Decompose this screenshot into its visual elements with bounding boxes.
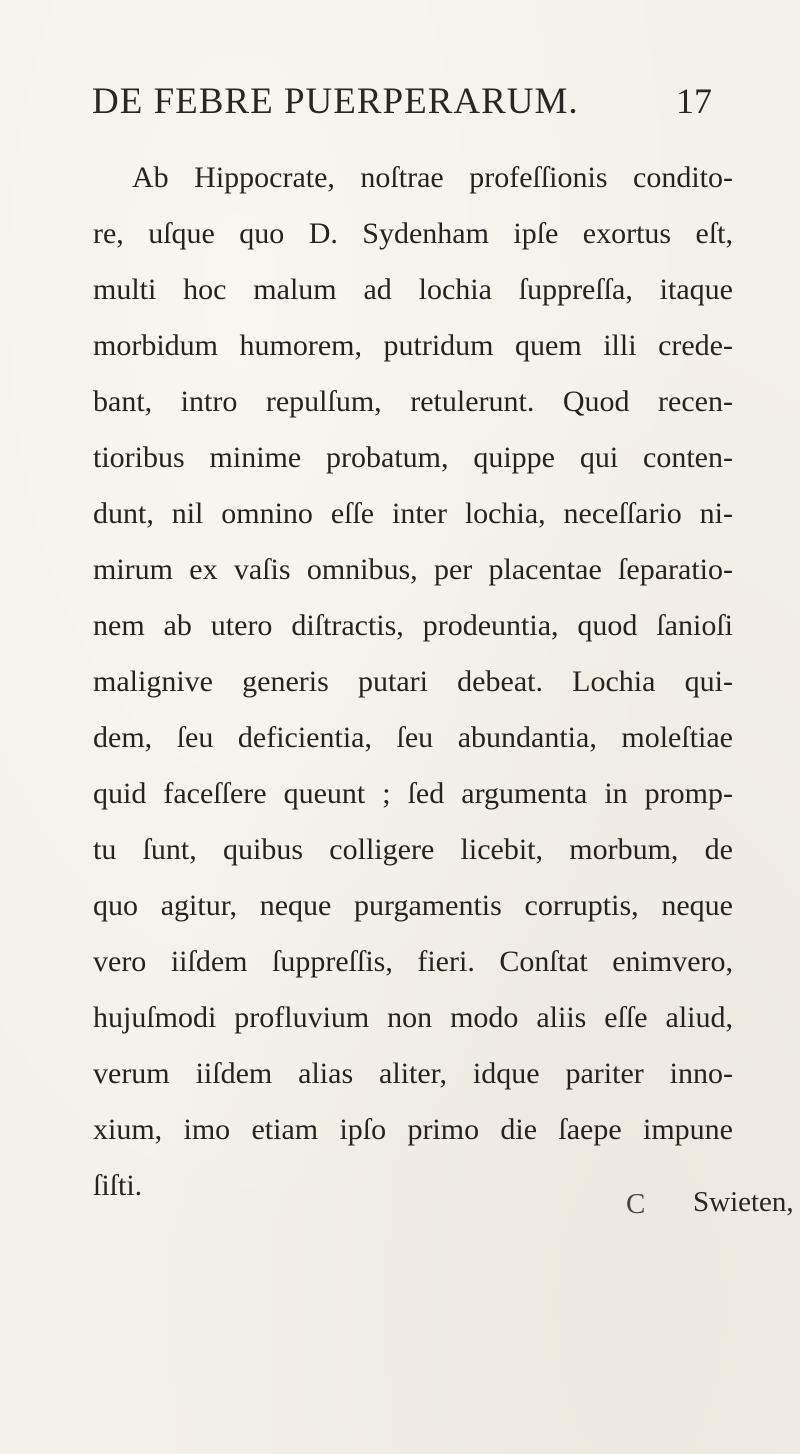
text-line: verum iiſdem alias aliter, idque pariter inno-	[93, 1057, 733, 1090]
text-line: dem, ſeu deficientia, ſeu abundantia, moleſtiae	[93, 721, 733, 754]
text-line: re, uſque quo D. Sydenham ipſe exortus eſt,	[93, 217, 733, 250]
running-head	[92, 80, 712, 124]
text-line: xium, imo etiam ipſo primo die ſaepe impune	[93, 1113, 733, 1146]
text-line: mirum ex vaſis omnibus, per placentae ſeparatio-	[93, 553, 733, 586]
paragraph	[93, 150, 733, 1214]
text-line: bant, intro repulſum, retulerunt. Quod recen-	[93, 385, 733, 418]
text-line: tioribus minime probatum, quippe qui conten-	[93, 441, 733, 474]
text-line: vero iiſdem ſuppreſſis, fieri. Conſtat enimvero,	[93, 945, 733, 978]
signature-mark: C	[626, 1188, 646, 1220]
text-line: dunt, nil omnino eſſe inter lochia, neceſſario ni-	[93, 497, 733, 530]
catchword: Swieten,	[693, 1186, 794, 1218]
text-line: hujuſmodi profluvium non modo aliis eſſe aliud,	[93, 1001, 733, 1034]
text-line: tu ſunt, quibus colligere licebit, morbum, de	[93, 833, 733, 866]
text-line: malignive generis putari debeat. Lochia qui-	[93, 665, 733, 698]
running-title: DE FEBRE PUERPERARUM.	[92, 81, 579, 122]
text-line: nem ab utero diſtractis, prodeuntia, quod ſanioſi	[93, 609, 733, 642]
text-line: morbidum humorem, putridum quem illi crede-	[93, 329, 733, 362]
text-line: multi hoc malum ad lochia ſuppreſſa, itaque	[93, 273, 733, 306]
text-line: ſiſti.	[93, 1169, 143, 1202]
text-line: Ab Hippocrate, noſtrae profeſſionis condito-	[132, 161, 733, 194]
text-line: quid faceſſere queunt ; ſed argumenta in promp-	[93, 777, 733, 810]
page-number: 17	[676, 81, 712, 121]
text-line: quo agitur, neque purgamentis corruptis, neque	[93, 889, 733, 922]
